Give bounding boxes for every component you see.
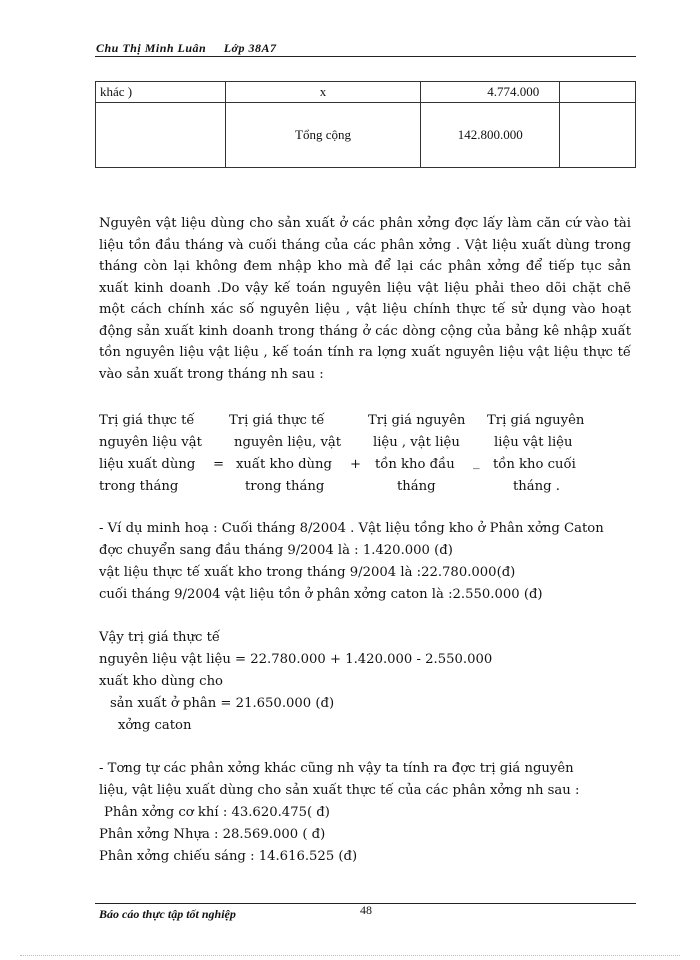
formula-col4-l3: tồn kho cuối (493, 457, 576, 472)
table-cell (96, 103, 226, 168)
paragraph-intro: Nguyên vật liệu dùng cho sản xuất ở các phân xởng đợc lấy làm căn cứ vào tài liệu tồn đầu tháng và cuối tháng của các phân xởng . Vật liệu xuất dùng trong tháng còn lại không đem nhập kho mà để lại các phân xởng để tiếp tục sản xuất kinh doanh .Do vậy kế toán nguyên liệu vật liệu phải theo dõi chặt chẽ một cách chính xác số nguyên liệu , vật liệu chính thực tế sử dụng vào hoạt động sản xuất kinh doanh trong tháng ở các dòng cộng của bảng kê nhập xuất tồn nguyên liệu vật liệu , kế toán tính ra lợng xuất nguyên liệu vật liệu thực tế vào sản xuất trong tháng nh sau : (99, 216, 631, 382)
calc-line-4: sản xuất ở phân = 21.650.000 (đ) (110, 696, 335, 711)
summary-item-mechanical: Phân xởng cơ khí : 43.620.475( đ) (104, 805, 330, 820)
table-row (96, 82, 636, 103)
page-number: 48 (360, 903, 372, 917)
table-cell: khác ) (96, 82, 226, 103)
formula-col3-l1: Trị giá nguyên (368, 413, 466, 428)
header-class: Lớp 38A7 (223, 41, 277, 55)
formula-col3-l4: tháng (397, 479, 436, 494)
summary-intro-2: liệu, vật liệu xuất dùng cho sản xuất thực tế của các phân xởng nh sau : (99, 783, 580, 798)
header-author: Chu Thị Minh Luân (96, 41, 207, 55)
footer-report-title: Báo cáo thực tập tốt nghiệp (99, 907, 236, 921)
formula-col2-l2: nguyên liệu, vật (234, 435, 342, 450)
formula-col1-l1: Trị giá thực tế (99, 413, 195, 428)
formula-col2-l4: trong tháng (245, 479, 325, 494)
formula-col2-l3: xuất kho dùng (236, 457, 332, 472)
formula-col1-l4: trong tháng (99, 479, 179, 494)
formula-col3-l2: liệu , vật liệu (373, 435, 460, 450)
calc-line-3: xuất kho dùng cho (99, 674, 223, 689)
formula-col4-l4: tháng . (513, 479, 560, 494)
table-cell (560, 103, 636, 168)
summary-item-lighting: Phân xởng chiếu sáng : 14.616.525 (đ) (99, 849, 358, 864)
table-cell: 4.774.000 (421, 82, 560, 103)
summary-intro-1: - Tơng tự các phân xởng khác cũng nh vậy ta tính ra đợc trị giá nguyên (99, 761, 574, 776)
calc-line-2: nguyên liệu vật liệu = 22.780.000 + 1.420.000 - 2.550.000 (99, 652, 493, 667)
formula-col3-l3: tồn kho đầu (375, 457, 455, 472)
table-cell-total-label: Tổng cộng (225, 103, 421, 168)
table-cell (560, 82, 636, 103)
formula-col1-l2: nguyên liệu vật (99, 435, 202, 450)
formula-col4-l1: Trị giá nguyên (487, 413, 585, 428)
example-line-3: vật liệu thực tế xuất kho trong tháng 9/2004 là :22.780.000(đ) (99, 565, 516, 580)
formula-col4-l2: liệu vật liệu (494, 435, 573, 450)
example-line-1: - Ví dụ minh hoạ : Cuối tháng 8/2004 . Vật liệu tồng kho ở Phân xởng Caton (99, 521, 604, 536)
formula-op-equals: = (213, 457, 225, 472)
example-line-2: đợc chuyển sang đầu tháng 9/2004 là : 1.420.000 (đ) (99, 543, 453, 558)
page-edge-divider (20, 955, 680, 956)
table-cell-total-value: 142.800.000 (421, 103, 560, 168)
cost-table (95, 81, 636, 168)
summary-item-plastic: Phân xởng Nhựa : 28.569.000 ( đ) (99, 827, 326, 842)
formula-col1-l3: liệu xuất dùng (99, 457, 196, 472)
calc-line-1: Vậy trị giá thực tế (99, 630, 221, 645)
calc-line-5: xởng caton (118, 718, 192, 733)
example-line-4: cuối tháng 9/2004 vật liệu tồn ở phân xởng caton là :2.550.000 (đ) (99, 587, 543, 602)
formula-col2-l1: Trị giá thực tế (229, 413, 325, 428)
table-cell: x (225, 82, 421, 103)
header-rule (95, 56, 636, 57)
page-header (96, 41, 291, 56)
formula-op-plus: + (350, 457, 362, 472)
table-row (96, 103, 636, 168)
formula-op-minus: _ (473, 455, 480, 470)
